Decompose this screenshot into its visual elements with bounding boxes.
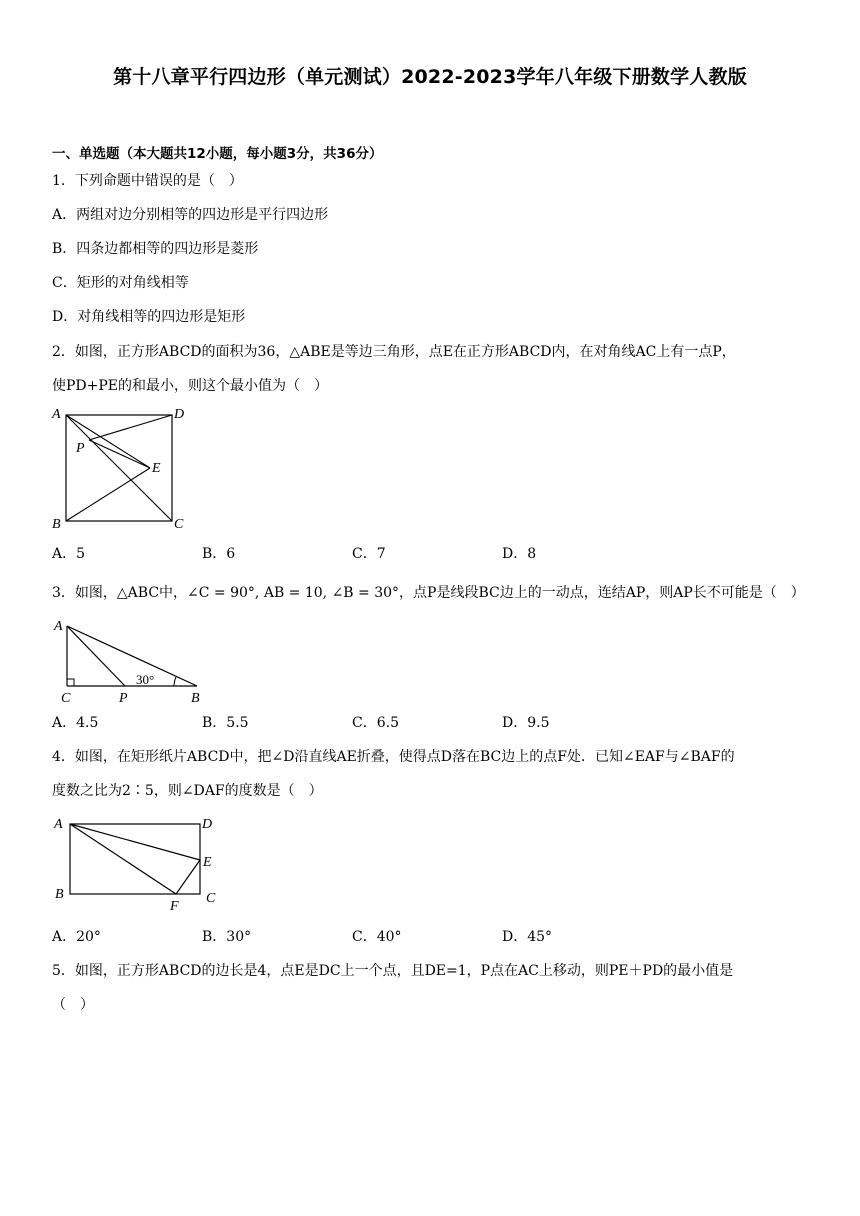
q5-stem-line2: （ ） <box>52 997 94 1013</box>
q4-rectangle <box>70 824 200 894</box>
q2-option-c: C．7 <box>352 546 386 562</box>
q3-side-ab <box>67 626 197 686</box>
q2-segment-pd <box>89 415 172 440</box>
q3-segment-ap <box>67 626 125 686</box>
q4-label-a: A <box>54 817 63 832</box>
q4-stem-line1: 4．如图，在矩形纸片ABCD中，把∠D沿直线AE折叠，使得点D落在BC边上的点F处．已知∠EAF与∠BAF的 <box>52 749 735 765</box>
q3-angle-label: 30° <box>136 672 155 687</box>
q2-figure-square <box>50 404 200 534</box>
q2-label-e: E <box>152 461 161 476</box>
q3-stem: 3．如图，△ABC中，∠C = 90°, AB = 10, ∠B = 30°，点P是线段BC边上的一动点，连结AP，则AP长不可能是（ ） <box>52 585 805 601</box>
q4-stem-line2: 度数之比为2∶5，则∠DAF的度数是（ ） <box>52 783 323 799</box>
q2-stem-line1: 2．如图，正方形ABCD的面积为36，△ABE是等边三角形，点E在正方形ABCD内，在对角线AC上有一点P， <box>52 344 736 360</box>
q4-segment-af <box>70 824 176 894</box>
q2-segment-pe <box>89 440 150 468</box>
q4-option-b: B．30° <box>202 929 252 945</box>
q2-label-d: D <box>174 407 185 422</box>
q1-option-c: C．矩形的对角线相等 <box>52 275 189 291</box>
q1-option-a: A．两组对边分别相等的四边形是平行四边形 <box>52 207 329 223</box>
q4-label-d: D <box>202 817 213 832</box>
q4-figure-rectangle <box>50 812 230 916</box>
q3-option-b: B．5.5 <box>202 715 249 731</box>
q4-segment-ef <box>176 860 200 894</box>
q2-segment-be <box>66 468 150 521</box>
q3-option-c: C．6.5 <box>352 715 399 731</box>
q3-right-angle-mark <box>67 679 74 686</box>
q4-option-a: A．20° <box>52 929 101 945</box>
q2-option-a: A．5 <box>52 546 86 562</box>
q2-option-b: B．6 <box>202 546 236 562</box>
q4-label-c: C <box>206 891 216 906</box>
q5-stem-line1: 5．如图，正方形ABCD的边长是4，点E是DC上一个点，且DE=1，P点在AC上移动，则PE＋PD的最小值是 <box>52 963 734 979</box>
q4-label-e: E <box>203 855 212 870</box>
q3-label-p: P <box>119 691 128 706</box>
q2-option-d: D．8 <box>502 546 537 562</box>
q3-option-a: A．4.5 <box>52 715 99 731</box>
q3-label-a: A <box>54 619 63 634</box>
q4-label-f: F <box>170 899 179 914</box>
q3-figure-triangle <box>50 614 210 706</box>
q1-option-b: B．四条边都相等的四边形是菱形 <box>52 241 259 257</box>
q2-stem-line2: 使PD+PE的和最小，则这个最小值为（ ） <box>52 378 329 394</box>
q2-label-b: B <box>52 517 61 532</box>
q4-label-b: B <box>55 887 64 902</box>
q4-option-c: C．40° <box>352 929 402 945</box>
page-title: 第十八章平行四边形（单元测试）2022-2023学年八年级下册数学人教版 <box>113 66 747 88</box>
q4-option-d: D．45° <box>502 929 553 945</box>
q3-label-b: B <box>191 691 200 706</box>
q2-label-c: C <box>174 517 184 532</box>
q2-label-p: P <box>76 441 85 456</box>
q1-option-d: D．对角线相等的四边形是矩形 <box>52 309 246 325</box>
section-header: 一、单选题（本大题共12小题，每小题3分，共36分） <box>52 146 383 162</box>
q3-label-c: C <box>61 691 71 706</box>
q3-angle-arc <box>174 677 176 686</box>
q4-segment-ae <box>70 824 200 860</box>
q1-stem: 1．下列命题中错误的是（ ） <box>52 173 243 189</box>
q2-label-a: A <box>52 407 61 422</box>
q3-option-d: D．9.5 <box>502 715 550 731</box>
